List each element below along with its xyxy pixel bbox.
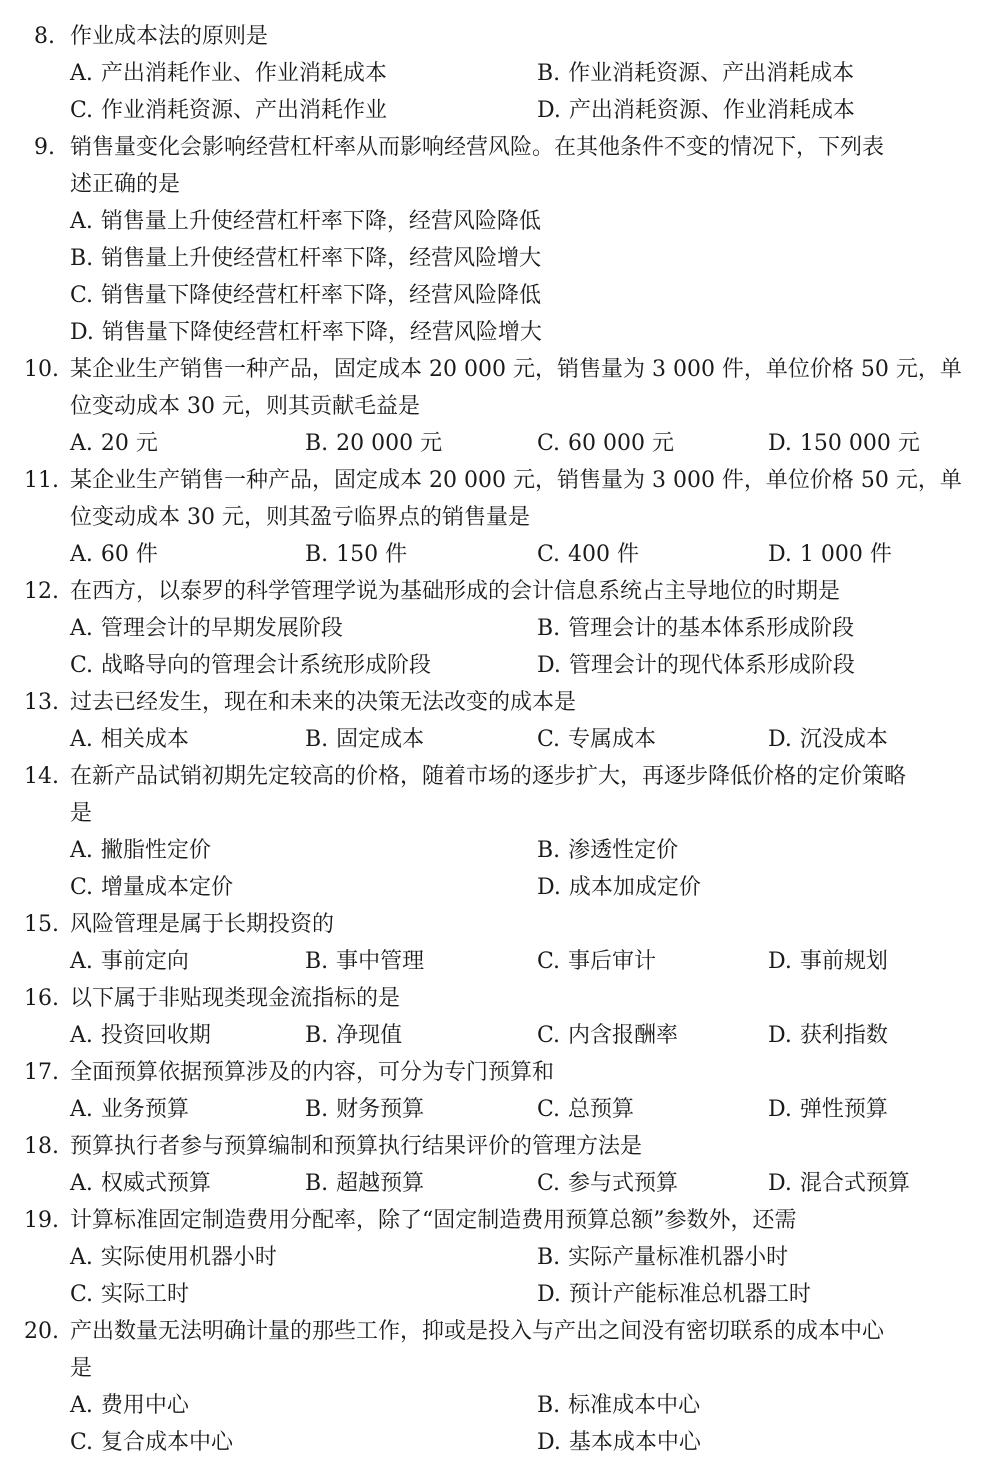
option-letter: C. [537,949,561,974]
question-stem-line [0,351,1000,388]
option-b [537,1239,788,1276]
option-text: 20 元 [100,431,158,456]
option-letter: C. [537,542,561,567]
option-text: 投资回收期 [100,1023,211,1048]
option-row [0,1424,1000,1461]
option-d [537,1276,811,1313]
option-letter: B. [70,246,94,271]
option-c [537,425,674,462]
question-20 [0,1313,1000,1461]
option-letter: A. [70,1393,93,1418]
option-b [305,1165,424,1202]
option-text: 作业消耗资源、产出消耗成本 [568,61,855,86]
option-letter: D. [537,98,561,123]
option-b [537,55,854,92]
option-c [537,1165,678,1202]
option-d [768,536,892,573]
option-letter: C. [70,283,94,308]
option-c [537,1017,678,1054]
option-text: 事前规划 [799,949,888,974]
option-letter: B. [537,838,561,863]
option-d [768,1017,888,1054]
question-number: 18. [24,1134,59,1159]
option-text: 净现值 [336,1023,403,1048]
option-text: 实际使用机器小时 [100,1245,277,1270]
option-text: 实际产量标准机器小时 [568,1245,789,1270]
option-a [70,1091,189,1128]
option-letter: B. [537,1245,561,1270]
option-letter: B. [305,542,329,567]
option-c [537,1091,634,1128]
option-row [0,314,1000,351]
option-letter: D. [70,320,94,345]
option-letter: B. [305,727,329,752]
option-text: 事中管理 [336,949,425,974]
option-text: 业务预算 [100,1097,189,1122]
option-a [70,1239,277,1276]
option-d [768,943,888,980]
option-text: 混合式预算 [799,1171,910,1196]
option-letter: A. [70,542,93,567]
question-8 [0,18,1000,129]
question-number: 20. [24,1319,59,1344]
question-stem-line [0,129,1000,166]
option-b [305,425,442,462]
option-c [537,943,656,980]
question-stem-line [0,906,1000,943]
option-row [0,1091,1000,1128]
option-text: 销售量下降使经营杠杆率下降，经营风险降低 [101,283,542,308]
option-letter: A. [70,209,93,234]
option-a [70,425,158,462]
question-stem: 计算标准固定制造费用分配率，除了“固定制造费用预算总额”参数外，还需 [70,1208,797,1233]
option-letter: D. [537,653,561,678]
option-letter: D. [537,875,561,900]
option-letter: A. [70,727,93,752]
question-stem: 过去已经发生，现在和未来的决策无法改变的成本是 [70,690,577,715]
option-text: 60 000 元 [568,431,675,456]
option-text: 沉没成本 [799,727,888,752]
option-text: 专属成本 [568,727,657,752]
option-text: 参与式预算 [568,1171,679,1196]
option-d [70,314,542,351]
option-a [70,832,211,869]
question-number: 17. [24,1060,59,1085]
option-d [537,869,701,906]
option-row [0,610,1000,647]
question-stem: 某企业生产销售一种产品，固定成本 20 000 元，销售量为 3 000 件，单位价格 50 元，单 [70,468,962,493]
option-a [70,610,343,647]
question-number: 19. [24,1208,59,1233]
option-text: 复合成本中心 [101,1430,234,1455]
question-stem: 在西方，以泰罗的科学管理学说为基础形成的会计信息系统占主导地位的时期是 [70,579,841,604]
option-b [537,1387,700,1424]
option-letter: A. [70,1023,93,1048]
question-number: 12. [24,579,59,604]
option-text: 作业消耗资源、产出消耗作业 [101,98,388,123]
option-letter: D. [768,431,792,456]
option-text: 成本加成定价 [568,875,701,900]
option-text: 总预算 [568,1097,635,1122]
option-row [0,92,1000,129]
option-text: 费用中心 [100,1393,189,1418]
option-c [70,869,233,906]
question-number: 13. [24,690,59,715]
option-row [0,425,1000,462]
question-stem: 以下属于非贴现类现金流指标的是 [70,986,401,1011]
option-letter: C. [70,1430,94,1455]
option-a [70,721,189,758]
option-row [0,203,1000,240]
question-number: 16. [24,986,59,1011]
option-letter: B. [537,1393,561,1418]
option-text: 基本成本中心 [568,1430,701,1455]
question-number: 11. [24,468,59,493]
question-stem: 产出数量无法明确计量的那些工作，抑或是投入与产出之间没有密切联系的成本中心 [70,1319,885,1344]
option-c [70,647,431,684]
option-c [537,536,639,573]
option-a [70,943,189,980]
question-17 [0,1054,1000,1128]
option-row [0,721,1000,758]
option-text: 超越预算 [336,1171,425,1196]
option-text: 增量成本定价 [101,875,234,900]
option-text: 产出消耗作业、作业消耗成本 [100,61,387,86]
option-text: 实际工时 [101,1282,190,1307]
question-stem: 预算执行者参与预算编制和预算执行结果评价的管理方法是 [70,1134,643,1159]
option-letter: C. [537,1023,561,1048]
option-letter: C. [70,1282,94,1307]
option-letter: C. [537,1097,561,1122]
question-12 [0,573,1000,684]
question-stem: 位变动成本 30 元，则其贡献毛益是 [70,394,420,419]
option-text: 管理会计的早期发展阶段 [100,616,343,641]
option-d [768,1091,888,1128]
option-text: 标准成本中心 [568,1393,701,1418]
option-c [537,721,656,758]
option-text: 战略导向的管理会计系统形成阶段 [101,653,432,678]
option-letter: D. [768,727,792,752]
option-letter: A. [70,1245,93,1270]
option-letter: C. [537,431,561,456]
option-text: 内含报酬率 [568,1023,679,1048]
option-letter: C. [70,875,94,900]
option-row [0,647,1000,684]
option-row [0,1017,1000,1054]
question-18 [0,1128,1000,1202]
option-c [70,1276,189,1313]
option-letter: A. [70,949,93,974]
option-text: 60 件 [100,542,158,567]
option-letter: D. [768,1023,792,1048]
option-text: 相关成本 [100,727,189,752]
option-letter: B. [305,1171,329,1196]
option-a [70,1017,211,1054]
option-row [0,1239,1000,1276]
option-letter: D. [537,1430,561,1455]
option-letter: D. [768,1097,792,1122]
option-c [70,277,541,314]
option-row [0,277,1000,314]
question-stem-line [0,1350,1000,1387]
question-stem-line [0,462,1000,499]
option-letter: D. [768,542,792,567]
option-a [70,1165,211,1202]
option-letter: B. [305,1097,329,1122]
option-letter: C. [70,98,94,123]
option-b [70,240,541,277]
option-text: 管理会计的基本体系形成阶段 [568,616,855,641]
question-19 [0,1202,1000,1313]
option-text: 销售量上升使经营杠杆率下降，经营风险增大 [101,246,542,271]
exam-page [0,18,1000,1461]
option-letter: D. [768,1171,792,1196]
option-row [0,943,1000,980]
question-stem: 位变动成本 30 元，则其盈亏临界点的销售量是 [70,505,530,530]
option-text: 产出消耗资源、作业消耗成本 [568,98,855,123]
option-row [0,536,1000,573]
option-text: 事前定向 [100,949,189,974]
option-letter: C. [537,727,561,752]
option-b [537,832,678,869]
option-d [537,1424,701,1461]
option-c [70,92,387,129]
option-row [0,1276,1000,1313]
question-16 [0,980,1000,1054]
question-stem: 风险管理是属于长期投资的 [70,912,335,937]
option-text: 400 件 [568,542,640,567]
option-letter: B. [537,616,561,641]
option-d [537,647,855,684]
option-c [70,1424,233,1461]
question-stem: 在新产品试销初期先定较高的价格，随着市场的逐步扩大，再逐步降低价格的定价策略 [70,764,907,789]
question-11 [0,462,1000,573]
question-stem-line [0,18,1000,55]
option-text: 150 000 元 [799,431,920,456]
option-letter: D. [537,1282,561,1307]
question-stem-line [0,499,1000,536]
option-a [70,536,158,573]
option-text: 销售量上升使经营杠杆率下降，经营风险降低 [100,209,541,234]
option-letter: A. [70,431,93,456]
option-row [0,1387,1000,1424]
option-text: 财务预算 [336,1097,425,1122]
question-stem-line [0,573,1000,610]
option-row [0,240,1000,277]
option-text: 固定成本 [336,727,425,752]
question-stem: 是 [70,1356,93,1381]
option-text: 1 000 件 [799,542,892,567]
option-text: 事后审计 [568,949,657,974]
question-stem-line [0,1128,1000,1165]
option-letter: A. [70,1097,93,1122]
question-stem: 全面预算依据预算涉及的内容，可分为专门预算和 [70,1060,555,1085]
question-stem: 述正确的是 [70,172,181,197]
question-stem: 销售量变化会影响经营杠杆率从而影响经营风险。在其他条件不变的情况下，下列表 [70,135,885,160]
question-stem: 作业成本法的原则是 [70,24,269,49]
question-number: 14. [24,764,59,789]
question-stem-line [0,980,1000,1017]
option-text: 渗透性定价 [568,838,679,863]
question-stem-line [0,684,1000,721]
question-stem-line [0,166,1000,203]
option-b [305,1017,402,1054]
option-row [0,832,1000,869]
option-text: 销售量下降使经营杠杆率下降，经营风险增大 [101,320,542,345]
option-text: 权威式预算 [100,1171,211,1196]
option-letter: B. [537,61,561,86]
question-stem: 是 [70,801,93,826]
option-letter: B. [305,949,329,974]
question-13 [0,684,1000,758]
question-number: 15. [24,912,59,937]
option-letter: A. [70,838,93,863]
question-9 [0,129,1000,351]
question-stem: 某企业生产销售一种产品，固定成本 20 000 元，销售量为 3 000 件，单位价格 50 元，单 [70,357,962,382]
option-letter: C. [70,653,94,678]
question-stem-line [0,1313,1000,1350]
option-b [305,721,424,758]
option-letter: B. [305,431,329,456]
question-15 [0,906,1000,980]
option-a [70,203,541,240]
option-letter: A. [70,1171,93,1196]
option-d [768,721,888,758]
option-row [0,869,1000,906]
option-d [537,92,855,129]
question-number: 10. [24,357,59,382]
option-text: 预计产能标准总机器工时 [568,1282,811,1307]
question-stem-line [0,1054,1000,1091]
option-b [305,943,424,980]
option-row [0,55,1000,92]
question-number: 8. [34,24,55,49]
option-letter: A. [70,616,93,641]
question-stem-line [0,1202,1000,1239]
option-a [70,55,387,92]
question-10 [0,351,1000,462]
question-14 [0,758,1000,906]
option-d [768,1165,910,1202]
option-b [305,1091,424,1128]
option-row [0,1165,1000,1202]
question-stem-line [0,795,1000,832]
option-a [70,1387,189,1424]
option-text: 弹性预算 [799,1097,888,1122]
option-letter: D. [768,949,792,974]
option-d [768,425,920,462]
option-text: 撇脂性定价 [100,838,211,863]
option-text: 获利指数 [799,1023,888,1048]
option-text: 20 000 元 [336,431,443,456]
option-letter: B. [305,1023,329,1048]
question-stem-line [0,388,1000,425]
option-text: 管理会计的现代体系形成阶段 [568,653,855,678]
question-number: 9. [34,135,55,160]
option-b [305,536,407,573]
option-letter: C. [537,1171,561,1196]
question-stem-line [0,758,1000,795]
option-text: 150 件 [336,542,408,567]
option-letter: A. [70,61,93,86]
option-b [537,610,854,647]
